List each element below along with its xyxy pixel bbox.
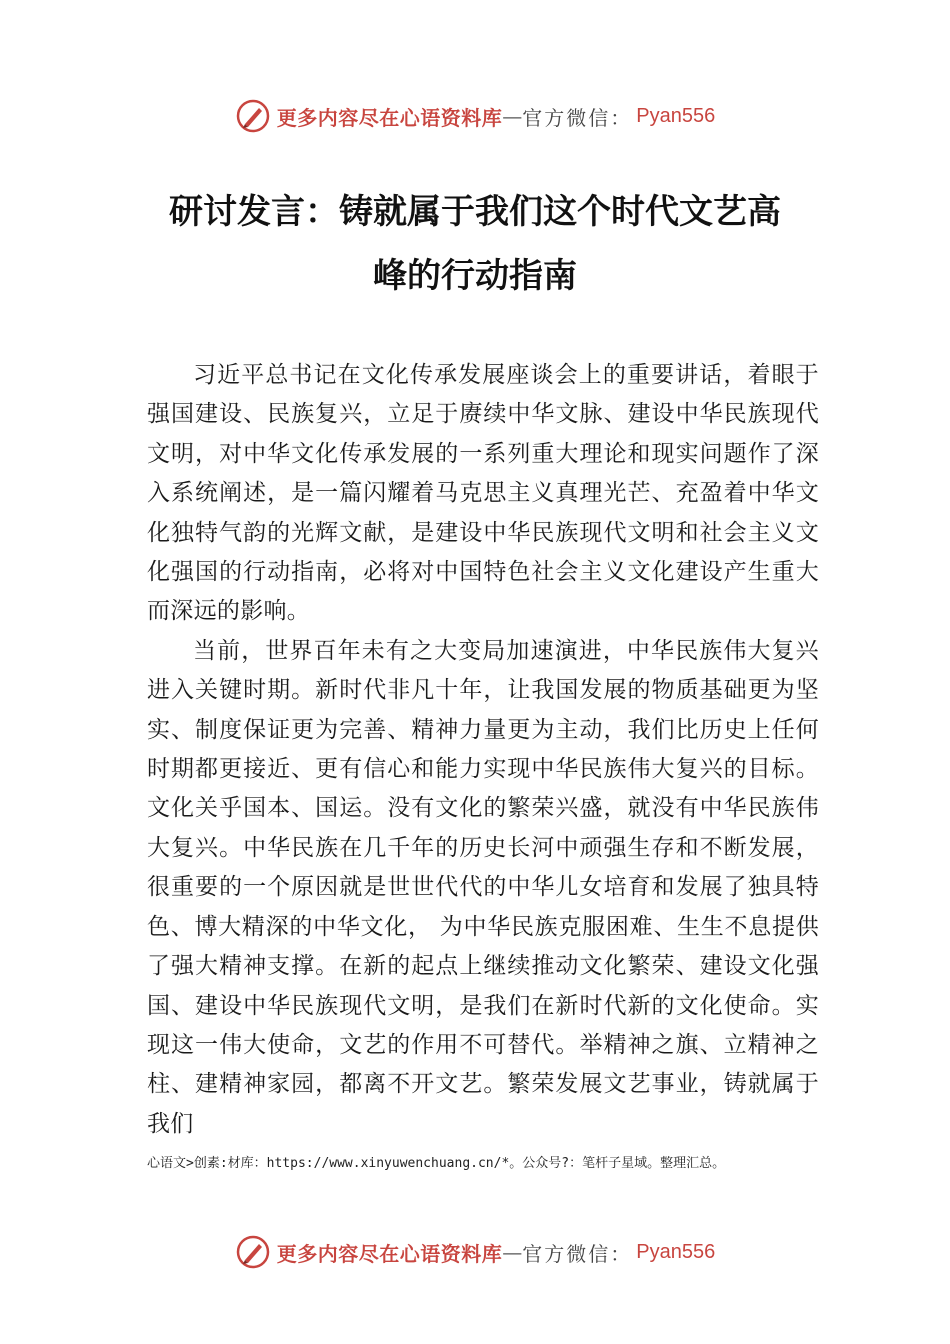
footer-banner	[0, 1232, 950, 1272]
pen-logo-icon	[235, 1234, 271, 1270]
banner-dash: —	[502, 104, 523, 128]
banner-site-text: 更多内容尽在心语资料库	[276, 1241, 503, 1266]
paragraph-1: 习近平总书记在文化传承发展座谈会上的重要讲话，着眼于强国建设、民族复兴，立足于赓续中华文脉、建设中华民族现代文明，对中华文化传承发展的一系列重大理论和现实问题作了深入系统阐述，是一篇闪耀着马克思主义真理光芒、充盈着中华文化独特气韵的光辉文献，是建设中华民族现代文明和社会主义文化强国的行动指南，必将对中国特色社会主义文化建设产生重大而深远的影响。	[147, 362, 819, 625]
banner-wechat-label: 官方微信：	[522, 105, 633, 130]
document-body	[147, 356, 819, 1144]
banner-dash: —	[502, 1240, 523, 1264]
title-line-1: 研讨发言：铸就属于我们这个时代文艺高	[169, 192, 781, 232]
title-line-2: 峰的行动指南	[373, 256, 577, 296]
banner-wechat-id: Pyan556	[636, 1240, 716, 1263]
pen-logo-icon	[235, 98, 271, 134]
paragraph-2: 当前，世界百年未有之大变局加速演进，中华民族伟大复兴进入关键时期。新时代非凡十年，让我国发展的物质基础更为坚实、制度保证更为完善、精神力量更为主动，我们比历史上任何时期都更接近、更有信心和能力实现中华民族伟大复兴的目标。文化关乎国本、国运。没有文化的繁荣兴盛，就没有中华民族伟大复兴。中华民族在几千年的历史长河中顽强生存和不断发展，很重要的一个原因就是世世代代的中华儿女培育和发展了独具特色、博大精深的中华文化， 为中华民族克服困难、生生不息提供了强大精神支撑。在新的起点上继续推动文化繁荣、建设文化强国、建设中华民族现代文明，是我们在新时代新的文化使命。实现这一伟大使命，文艺的作用不可替代。举精神之旗、立精神之柱、建精神家园，都离不开文艺。繁荣发展文艺事业，铸就属于我们	[147, 637, 819, 1137]
banner-wechat-label: 官方微信：	[522, 1241, 633, 1266]
banner-site-text: 更多内容尽在心语资料库	[276, 105, 503, 130]
header-banner	[0, 96, 950, 136]
source-footnote: 心语文>创素:材库：https://www.xinyuwenchuang.cn/*。公众号?：笔杆子星域。整理汇总。	[147, 1156, 726, 1171]
banner-wechat-id: Pyan556	[636, 104, 716, 127]
document-title	[0, 180, 950, 308]
